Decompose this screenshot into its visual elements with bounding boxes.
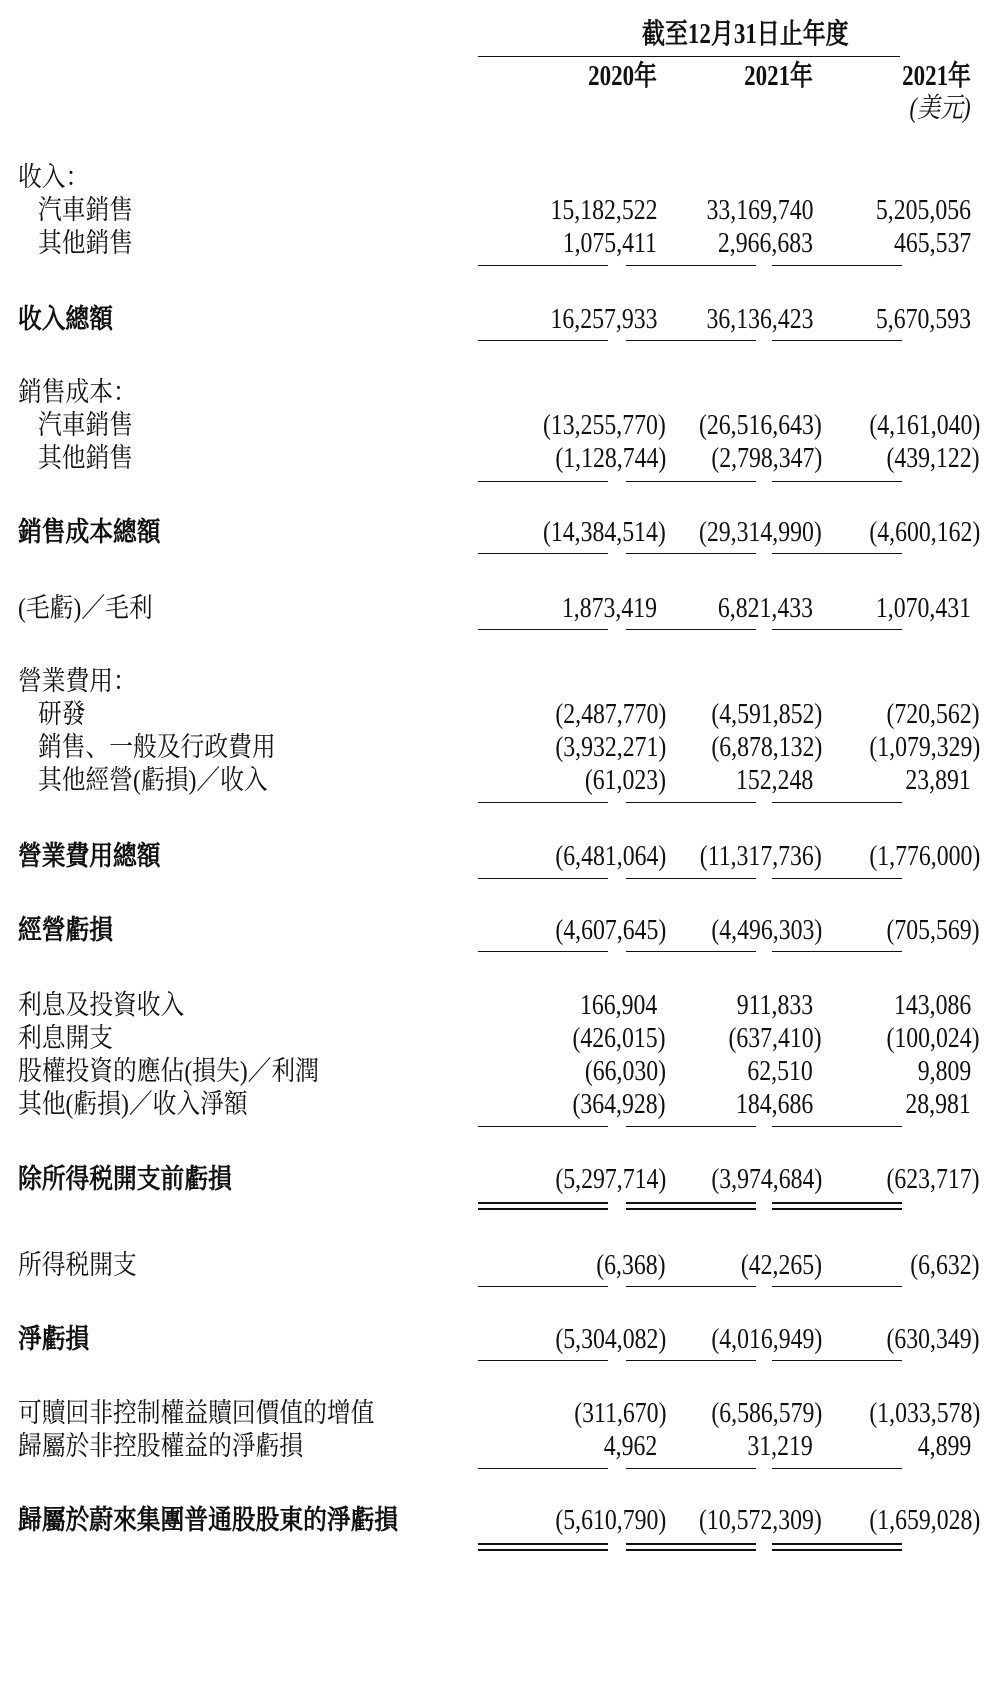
total-rule [626, 878, 756, 879]
cell-opex-other-usd: 23,891 [905, 764, 971, 796]
row-label-opex-rd: 研發 [38, 699, 86, 729]
cell-operating-loss-2021: (4,496,303) [711, 914, 822, 946]
cell-opex-other-2021: 152,248 [735, 764, 813, 796]
cell-interest-income-usd: 143,086 [893, 989, 971, 1021]
cell-revenue-other-usd: 465,537 [893, 227, 971, 259]
cell-loss-before-tax-usd: (623,717) [886, 1163, 980, 1195]
cell-cos-other-2021: (2,798,347) [711, 442, 822, 474]
cell-other-net-2021: 184,686 [735, 1088, 813, 1120]
cell-gross-profit-2020: 1,873,419 [561, 592, 657, 624]
total-rule [772, 629, 902, 630]
cell-income-tax-2020: (6,368) [596, 1249, 666, 1281]
subtotal-rule [772, 802, 902, 803]
total-rule [478, 553, 608, 554]
total-rule [626, 629, 756, 630]
cell-cos-other-2020: (1,128,744) [555, 442, 666, 474]
cell-equity-investees-2020: (66,030) [584, 1055, 666, 1087]
cell-opex-rd-usd: (720,562) [886, 698, 980, 730]
subtotal-rule [478, 265, 608, 266]
cell-cos-vehicle-usd: (4,161,040) [869, 409, 980, 441]
row-label-interest-expense: 利息開支 [18, 1023, 114, 1053]
row-label-opex-heading: 營業費用： [18, 666, 137, 696]
total-rule [772, 1286, 902, 1287]
total-rule [626, 340, 756, 341]
row-label-accretion: 可贖回非控制權益贖回價值的增值 [18, 1398, 375, 1428]
column-header-usd-unit: (美元) [909, 93, 971, 124]
double-rule [626, 1543, 756, 1551]
cell-loss-before-tax-2021: (3,974,684) [711, 1163, 822, 1195]
cell-cos-other-usd: (439,122) [886, 442, 980, 474]
row-label-total-revenue: 收入總額 [18, 304, 114, 334]
total-rule [772, 951, 902, 952]
cell-net-loss-usd: (630,349) [886, 1323, 980, 1355]
row-label-net-loss-ordinary: 歸屬於蔚來集團普通股股東的淨虧損 [18, 1505, 399, 1535]
total-rule [626, 553, 756, 554]
row-label-other-net: 其他(虧損)／收入淨額 [18, 1089, 248, 1119]
cell-nci-2020: 4,962 [603, 1430, 657, 1462]
header-rule [478, 56, 900, 57]
cell-interest-income-2020: 166,904 [579, 989, 657, 1021]
subtotal-rule [626, 265, 756, 266]
total-rule [626, 951, 756, 952]
total-rule [478, 1286, 608, 1287]
cell-equity-investees-2021: 62,510 [747, 1055, 813, 1087]
cell-opex-sga-usd: (1,079,329) [869, 731, 980, 763]
total-rule [772, 1360, 902, 1361]
row-label-cos-vehicle: 汽車銷售 [38, 410, 134, 440]
cell-total-revenue-2020: 16,257,933 [549, 303, 657, 335]
double-rule [772, 1543, 902, 1551]
cell-loss-before-tax-2020: (5,297,714) [555, 1163, 666, 1195]
subtotal-rule [772, 1126, 902, 1127]
total-rule [772, 878, 902, 879]
column-header-2021: 2021年 [744, 61, 813, 92]
cell-interest-income-2021: 911,833 [736, 989, 813, 1021]
double-rule [478, 1202, 608, 1210]
row-label-opex-other: 其他經營(虧損)／收入 [38, 765, 268, 795]
row-label-opex-sga: 銷售、一般及行政費用 [38, 732, 276, 762]
row-label-total-cos: 銷售成本總額 [18, 517, 161, 547]
cell-cos-vehicle-2021: (26,516,643) [699, 409, 822, 441]
total-rule [478, 629, 608, 630]
subtotal-rule [626, 481, 756, 482]
cell-gross-profit-usd: 1,070,431 [875, 592, 971, 624]
cell-total-revenue-usd: 5,670,593 [875, 303, 971, 335]
cell-income-tax-usd: (6,632) [910, 1249, 980, 1281]
cell-net-loss-2021: (4,016,949) [711, 1323, 822, 1355]
row-label-operating-loss: 經營虧損 [18, 915, 114, 945]
total-rule [626, 1360, 756, 1361]
column-header-2021-usd: 2021年 [902, 61, 971, 92]
cell-opex-sga-2020: (3,932,271) [555, 731, 666, 763]
cell-opex-other-2020: (61,023) [584, 764, 666, 796]
cell-income-tax-2021: (42,265) [740, 1249, 822, 1281]
subtotal-rule [626, 1468, 756, 1469]
row-label-income-tax: 所得税開支 [18, 1250, 137, 1280]
cell-opex-rd-2021: (4,591,852) [711, 698, 822, 730]
cell-total-cos-usd: (4,600,162) [869, 516, 980, 548]
double-rule [478, 1543, 608, 1551]
subtotal-rule [478, 802, 608, 803]
cell-total-cos-2020: (14,384,514) [543, 516, 666, 548]
row-label-nci: 歸屬於非控股權益的淨虧損 [18, 1431, 304, 1461]
cell-gross-profit-2021: 6,821,433 [717, 592, 813, 624]
cell-interest-expense-2020: (426,015) [572, 1022, 666, 1054]
cell-other-net-usd: 28,981 [905, 1088, 971, 1120]
row-label-revenue-vehicle: 汽車銷售 [38, 195, 134, 225]
subtotal-rule [772, 1468, 902, 1469]
subtotal-rule [478, 1468, 608, 1469]
total-rule [478, 1360, 608, 1361]
cell-net-loss-ordinary-2020: (5,610,790) [555, 1504, 666, 1536]
cell-interest-expense-usd: (100,024) [886, 1022, 980, 1054]
row-label-revenue-other: 其他銷售 [38, 228, 134, 258]
row-label-net-loss: 淨虧損 [18, 1324, 90, 1354]
cell-revenue-other-2021: 2,966,683 [717, 227, 813, 259]
cell-cos-vehicle-2020: (13,255,770) [543, 409, 666, 441]
cell-total-opex-2021: (11,317,736) [700, 840, 822, 872]
row-label-loss-before-tax: 除所得税開支前虧損 [18, 1164, 232, 1194]
cell-interest-expense-2021: (637,410) [728, 1022, 822, 1054]
row-label-cos-heading: 銷售成本： [18, 377, 137, 407]
cell-accretion-usd: (1,033,578) [869, 1397, 980, 1429]
cell-equity-investees-usd: 9,809 [917, 1055, 971, 1087]
subtotal-rule [772, 481, 902, 482]
row-label-equity-investees: 股權投資的應佔(損失)／利潤 [18, 1056, 319, 1086]
subtotal-rule [772, 265, 902, 266]
cell-nci-usd: 4,899 [917, 1430, 971, 1462]
cell-net-loss-ordinary-usd: (1,659,028) [869, 1504, 980, 1536]
total-rule [478, 340, 608, 341]
subtotal-rule [626, 802, 756, 803]
total-rule [478, 951, 608, 952]
subtotal-rule [478, 1126, 608, 1127]
subtotal-rule [626, 1126, 756, 1127]
row-label-total-opex: 營業費用總額 [18, 841, 161, 871]
cell-total-opex-usd: (1,776,000) [869, 840, 980, 872]
subtotal-rule [478, 481, 608, 482]
cell-accretion-2020: (311,670) [573, 1397, 666, 1429]
row-label-cos-other: 其他銷售 [38, 443, 134, 473]
cell-opex-sga-2021: (6,878,132) [711, 731, 822, 763]
total-rule [772, 340, 902, 341]
total-rule [772, 553, 902, 554]
cell-other-net-2020: (364,928) [572, 1088, 666, 1120]
cell-opex-rd-2020: (2,487,770) [555, 698, 666, 730]
cell-revenue-vehicle-usd: 5,205,056 [875, 194, 971, 226]
row-label-interest-income: 利息及投資收入 [18, 990, 185, 1020]
row-label-revenue-heading: 收入： [18, 162, 90, 192]
cell-nci-2021: 31,219 [747, 1430, 813, 1462]
cell-total-cos-2021: (29,314,990) [699, 516, 822, 548]
column-header-2020: 2020年 [588, 61, 657, 92]
cell-net-loss-2020: (5,304,082) [555, 1323, 666, 1355]
cell-total-revenue-2021: 36,136,423 [705, 303, 813, 335]
total-rule [626, 1286, 756, 1287]
cell-revenue-other-2020: 1,075,411 [562, 227, 657, 259]
total-rule [478, 878, 608, 879]
row-label-gross-profit: (毛虧)／毛利 [18, 593, 153, 623]
cell-revenue-vehicle-2021: 33,169,740 [705, 194, 813, 226]
cell-total-opex-2020: (6,481,064) [555, 840, 666, 872]
cell-operating-loss-usd: (705,569) [886, 914, 980, 946]
cell-net-loss-ordinary-2021: (10,572,309) [699, 1504, 822, 1536]
double-rule [772, 1202, 902, 1210]
cell-revenue-vehicle-2020: 15,182,522 [549, 194, 657, 226]
double-rule [626, 1202, 756, 1210]
cell-accretion-2021: (6,586,579) [711, 1397, 822, 1429]
cell-operating-loss-2020: (4,607,645) [555, 914, 666, 946]
period-header: 截至12月31日止年度 [642, 19, 849, 50]
